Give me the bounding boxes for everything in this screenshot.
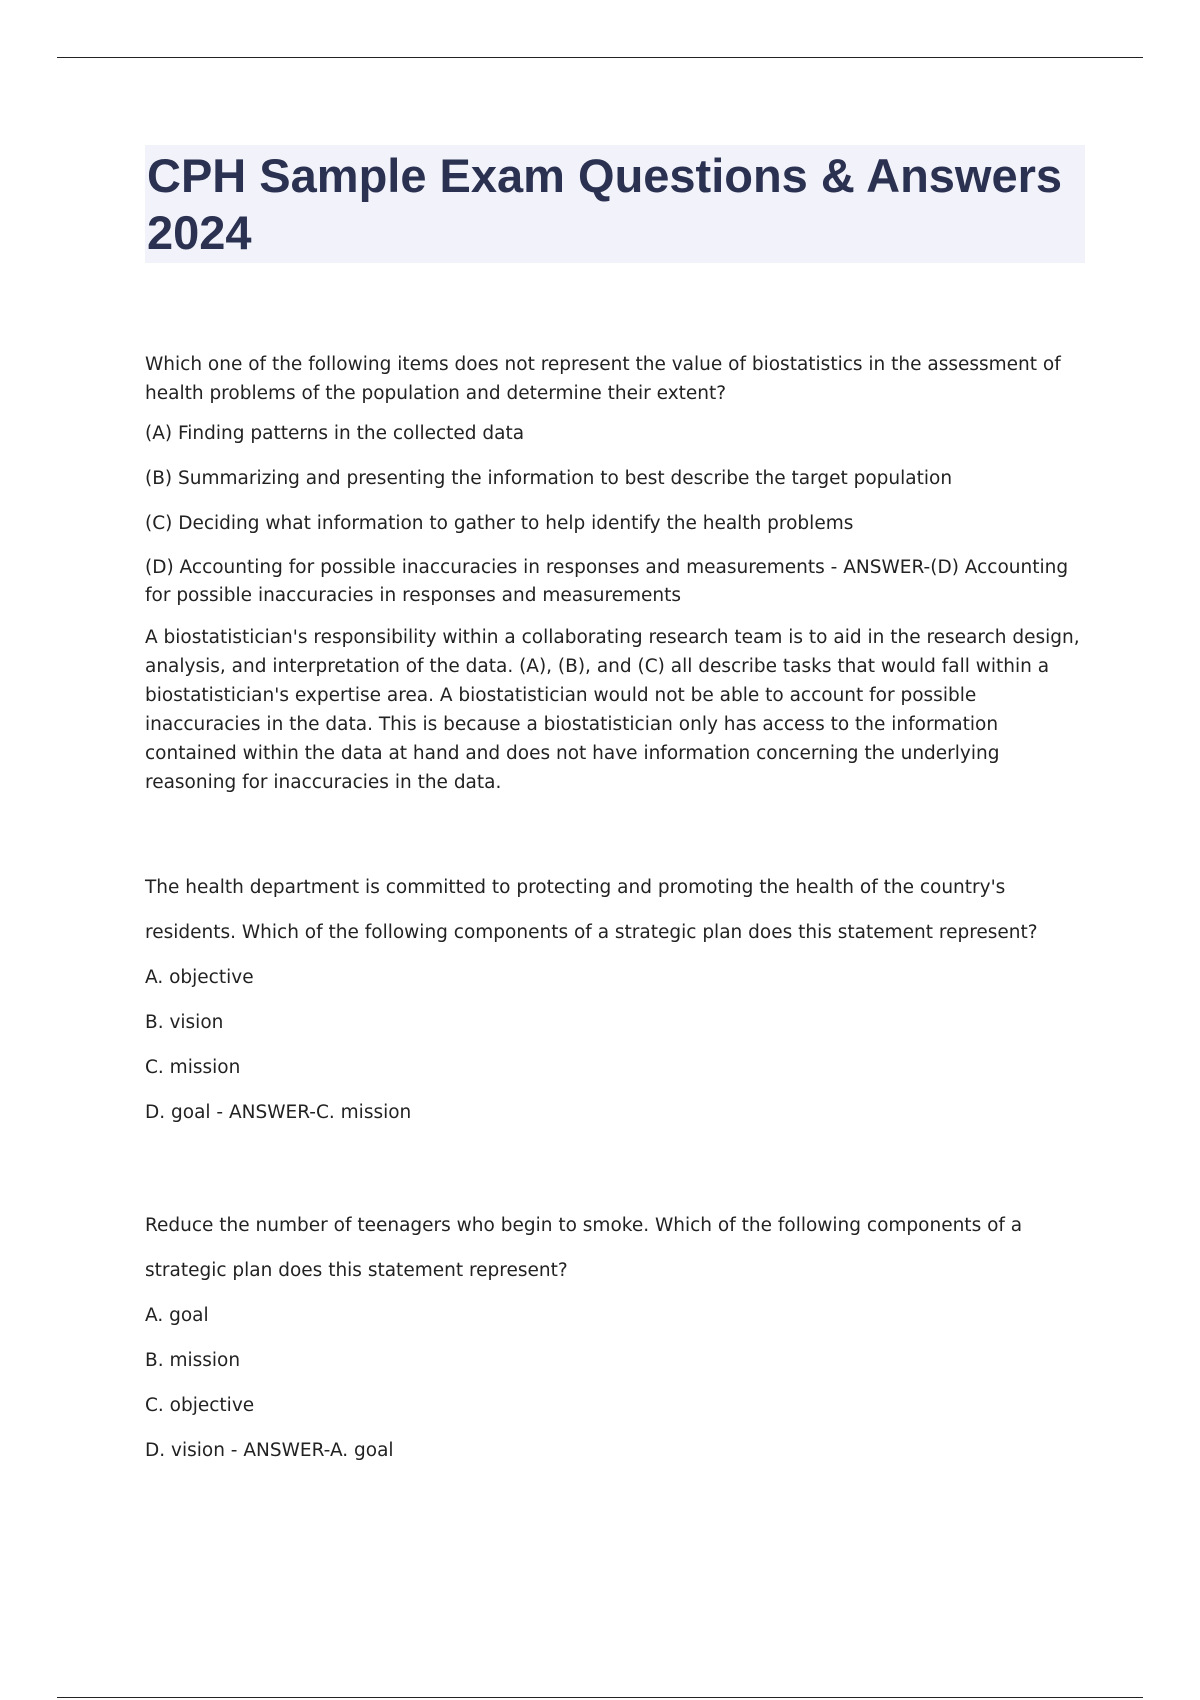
question-stem-line-1: Reduce the number of teenagers who begin to smoke. Which of the following components of a — [145, 1215, 1023, 1236]
option-a: A. goal — [145, 1305, 209, 1326]
title-banner — [145, 145, 1085, 263]
option-b: B. vision — [145, 1012, 224, 1033]
bottom-rule — [57, 1697, 1143, 1698]
option-c: (C) Deciding what information to gather to help identify the health problems — [145, 513, 854, 534]
question-3 — [145, 1203, 1090, 1473]
document-title: CPH Sample Exam Questions & Answers 2024 — [147, 149, 1063, 259]
option-c: C. mission — [145, 1057, 241, 1078]
option-b: B. mission — [145, 1350, 241, 1371]
document-body — [145, 145, 1090, 1473]
option-d-with-answer: D. goal - ANSWER-C. mission — [145, 1102, 412, 1123]
option-d-with-answer: D. vision - ANSWER-A. goal — [145, 1440, 394, 1461]
question-1 — [145, 350, 1090, 797]
question-stem-line-2: strategic plan does this statement represent? — [145, 1260, 568, 1281]
option-a: A. objective — [145, 967, 254, 988]
question-stem-line-2: residents. Which of the following components of a strategic plan does this statement represent? — [145, 922, 1038, 943]
question-stem: Which one of the following items does not represent the value of biostatistics in the assessment of health problems of the population and determine their extent? — [145, 354, 1061, 404]
top-rule — [57, 57, 1143, 58]
option-d-with-answer: (D) Accounting for possible inaccuracies in responses and measurements - ANSWER-(D) Accounting for possible inaccuracies in responses and measurements — [145, 557, 1069, 606]
option-a: (A) Finding patterns in the collected data — [145, 423, 525, 444]
answer-explanation: A biostatistician's responsibility within a collaborating research team is to aid in the research design, analysis, and interpretation of the data. (A), (B), and (C) all describe tasks that would fall within a biostatistician's expertise area. A biostatistician would not be able to account for possible inaccuracies in the data. This is because a biostatistician only has access to the information contained within the data at hand and does not have information concerning the underlying reasoning for inaccuracies in the data. — [145, 627, 1080, 793]
option-b: (B) Summarizing and presenting the information to best describe the target population — [145, 468, 953, 489]
question-stem-line-1: The health department is committed to protecting and promoting the health of the country's — [145, 877, 1006, 898]
option-c: C. objective — [145, 1395, 255, 1416]
question-2 — [145, 865, 1090, 1135]
